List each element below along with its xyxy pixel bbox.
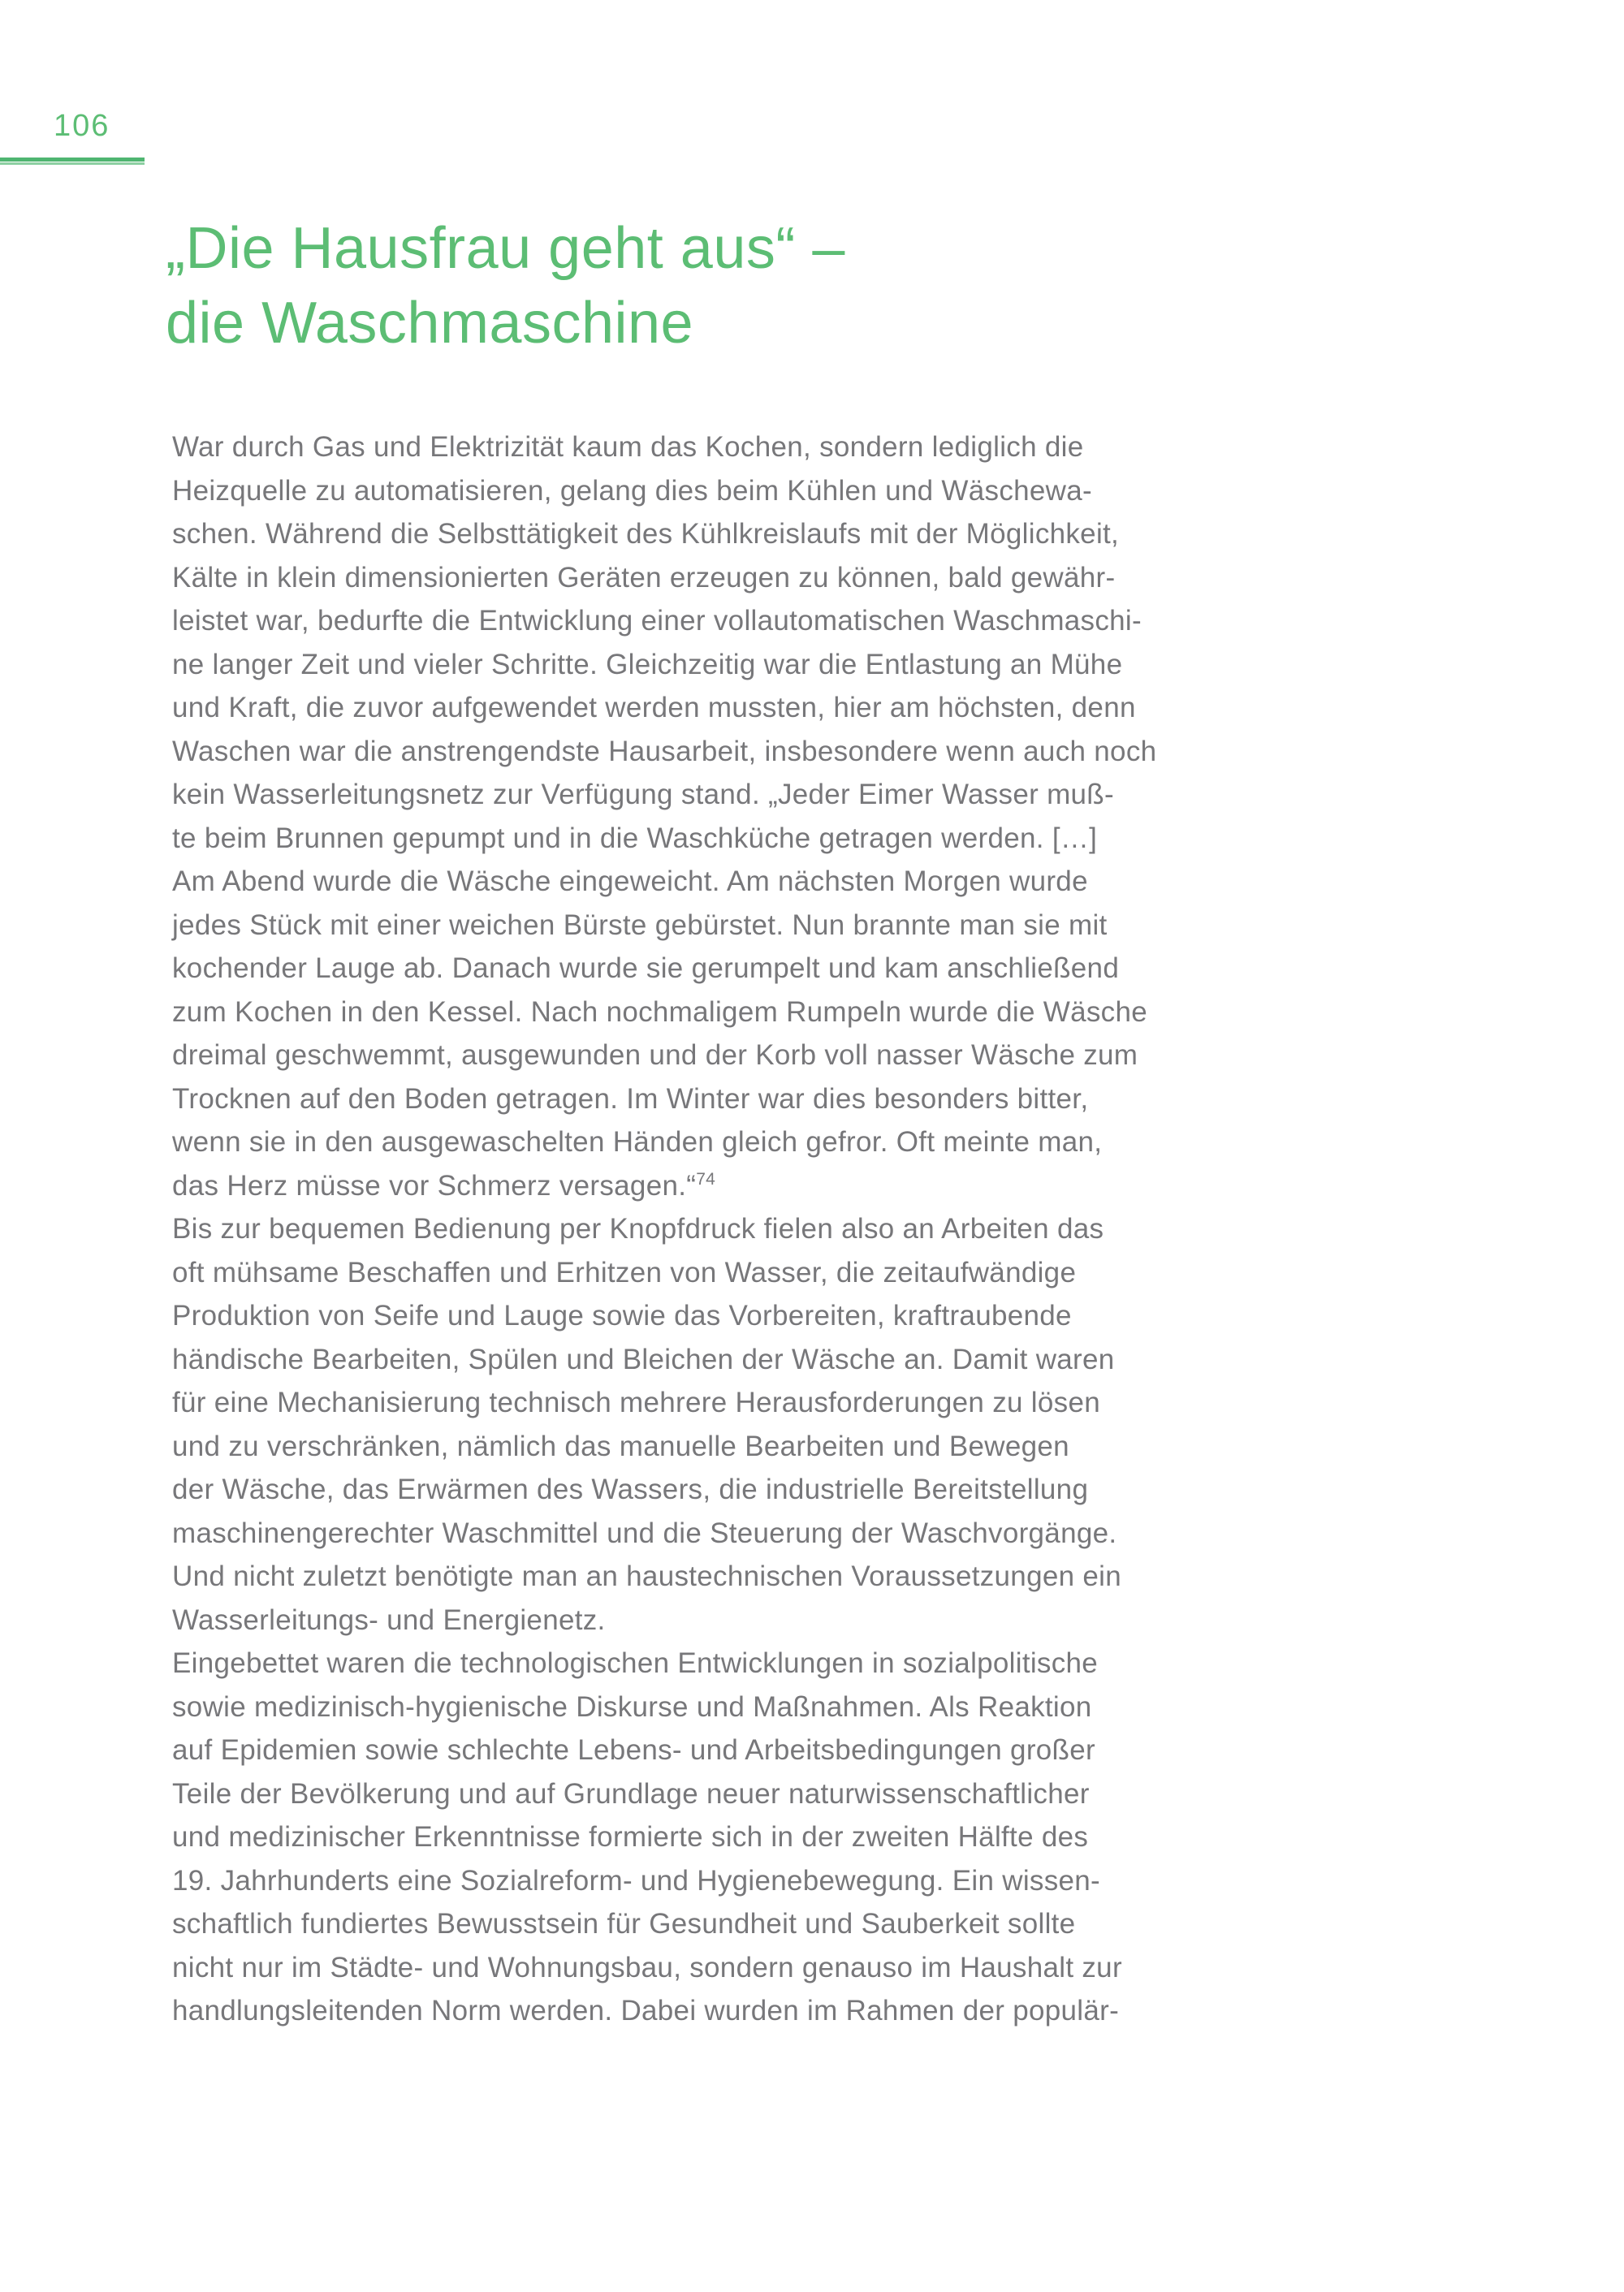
- body-text-line: das Herz müsse vor Schmerz versagen.“$^{74}$: [172, 1169, 716, 1202]
- page-number: 106: [54, 109, 110, 143]
- body-text-line: War durch Gas und Elektrizität kaum das Kochen, sondern lediglich die: [172, 431, 1084, 463]
- body-text-line: Am Abend wurde die Wäsche eingeweicht. Am nächsten Morgen wurde: [172, 865, 1088, 897]
- chapter-heading-line-2: die Waschmaschine: [166, 291, 694, 356]
- body-text-line: kein Wasserleitungsnetz zur Verfügung stand. „Jeder Eimer Wasser muß-: [172, 779, 1114, 810]
- body-text-line: Trocknen auf den Boden getragen. Im Winter war dies besonders bitter,: [172, 1082, 1089, 1115]
- chapter-heading: [166, 211, 845, 360]
- body-text-line: und medizinischer Erkenntnisse formierte sich in der zweiten Hälfte des: [172, 1821, 1089, 1853]
- body-text-line: zum Kochen in den Kessel. Nach nochmaligem Rumpeln wurde die Wäsche: [172, 995, 1147, 1028]
- body-text-line: ne langer Zeit und vieler Schritte. Gleichzeitig war die Entlastung an Mühe: [172, 648, 1123, 680]
- body-text-line: sowie medizinisch-hygienische Diskurse und Maßnahmen. Als Reaktion: [172, 1690, 1092, 1723]
- body-text-line: leistet war, bedurfte die Entwicklung einer vollautomatischen Waschmaschi-: [172, 605, 1142, 637]
- body-text-line: Und nicht zuletzt benötigte man an haustechnischen Voraussetzungen ein: [172, 1560, 1121, 1592]
- body-text-line: Teile der Bevölkerung und auf Grundlage neuer naturwissenschaftlicher: [172, 1777, 1090, 1810]
- body-text-line: Eingebettet waren die technologischen Entwicklungen in sozialpolitische: [172, 1647, 1099, 1679]
- body-text-line: Heizquelle zu automatisieren, gelang dies beim Kühlen und Wäschewa-: [172, 474, 1092, 507]
- body-text-line: jedes Stück mit einer weichen Bürste gebürstet. Nun brannte man sie mit: [172, 909, 1108, 941]
- body-text-line: oft mühsame Beschaffen und Erhitzen von Wasser, die zeitaufwändige: [172, 1256, 1077, 1288]
- chapter-heading-line-1: „Die Hausfrau geht aus“ –: [166, 216, 845, 281]
- body-text-line: für eine Mechanisierung technisch mehrere Herausforderungen zu lösen: [172, 1387, 1100, 1418]
- body-text-line: auf Epidemien sowie schlechte Lebens- und Arbeitsbedingungen großer: [172, 1734, 1095, 1766]
- body-text-line: te beim Brunnen gepumpt und in die Waschküche getragen werden. […]: [172, 822, 1098, 854]
- body-text-line: wenn sie in den ausgewaschelten Händen gleich gefror. Oft meinte man,: [172, 1126, 1103, 1158]
- rule-line-bottom: [0, 162, 145, 165]
- body-text-line: maschinengerechter Waschmittel und die Steuerung der Waschvorgänge.: [172, 1517, 1117, 1549]
- body-text-line: Bis zur bequemen Bedienung per Knopfdruck fielen also an Arbeiten das: [172, 1213, 1104, 1245]
- page-number-rule: [0, 158, 145, 165]
- body-text: [172, 425, 1309, 2033]
- body-text-line: und Kraft, die zuvor aufgewendet werden mussten, hier am höchsten, denn: [172, 692, 1136, 723]
- body-text-line: kochender Lauge ab. Danach wurde sie gerumpelt und kam anschließend: [172, 952, 1120, 984]
- body-text-line: schaftlich fundiertes Bewusstsein für Gesundheit und Sauberkeit sollte: [172, 1908, 1076, 1940]
- body-text-line: nicht nur im Städte- und Wohnungsbau, sondern genauso im Haushalt zur: [172, 1951, 1122, 1983]
- footnote-reference: 74: [696, 1169, 716, 1189]
- body-text-line: händische Bearbeiten, Spülen und Bleichen der Wäsche an. Damit waren: [172, 1343, 1115, 1375]
- body-text-line: dreimal geschwemmt, ausgewunden und der Korb voll nasser Wäsche zum: [172, 1039, 1138, 1071]
- body-text-line: 19. Jahrhunderts eine Sozialreform- und Hygienebewegung. Ein wissen-: [172, 1864, 1100, 1897]
- body-text-line: Kälte in klein dimensionierten Geräten erzeugen zu können, bald gewähr-: [172, 561, 1116, 594]
- body-text-line: Waschen war die anstrengendste Hausarbeit, insbesondere wenn auch noch: [172, 735, 1157, 767]
- body-text-line: handlungsleitenden Norm werden. Dabei wurden im Rahmen der populär-: [172, 1995, 1120, 2027]
- body-text-line: der Wäsche, das Erwärmen des Wassers, die industrielle Bereitstellung: [172, 1474, 1089, 1505]
- body-text-line: Produktion von Seife und Lauge sowie das Vorbereiten, kraftraubende: [172, 1300, 1072, 1332]
- body-text-line: Wasserleitungs- und Energienetz.: [172, 1604, 606, 1636]
- body-text-line: schen. Während die Selbsttätigkeit des Kühlkreislaufs mit der Möglichkeit,: [172, 518, 1120, 550]
- body-text-line: und zu verschränken, nämlich das manuelle Bearbeiten und Bewegen: [172, 1430, 1069, 1462]
